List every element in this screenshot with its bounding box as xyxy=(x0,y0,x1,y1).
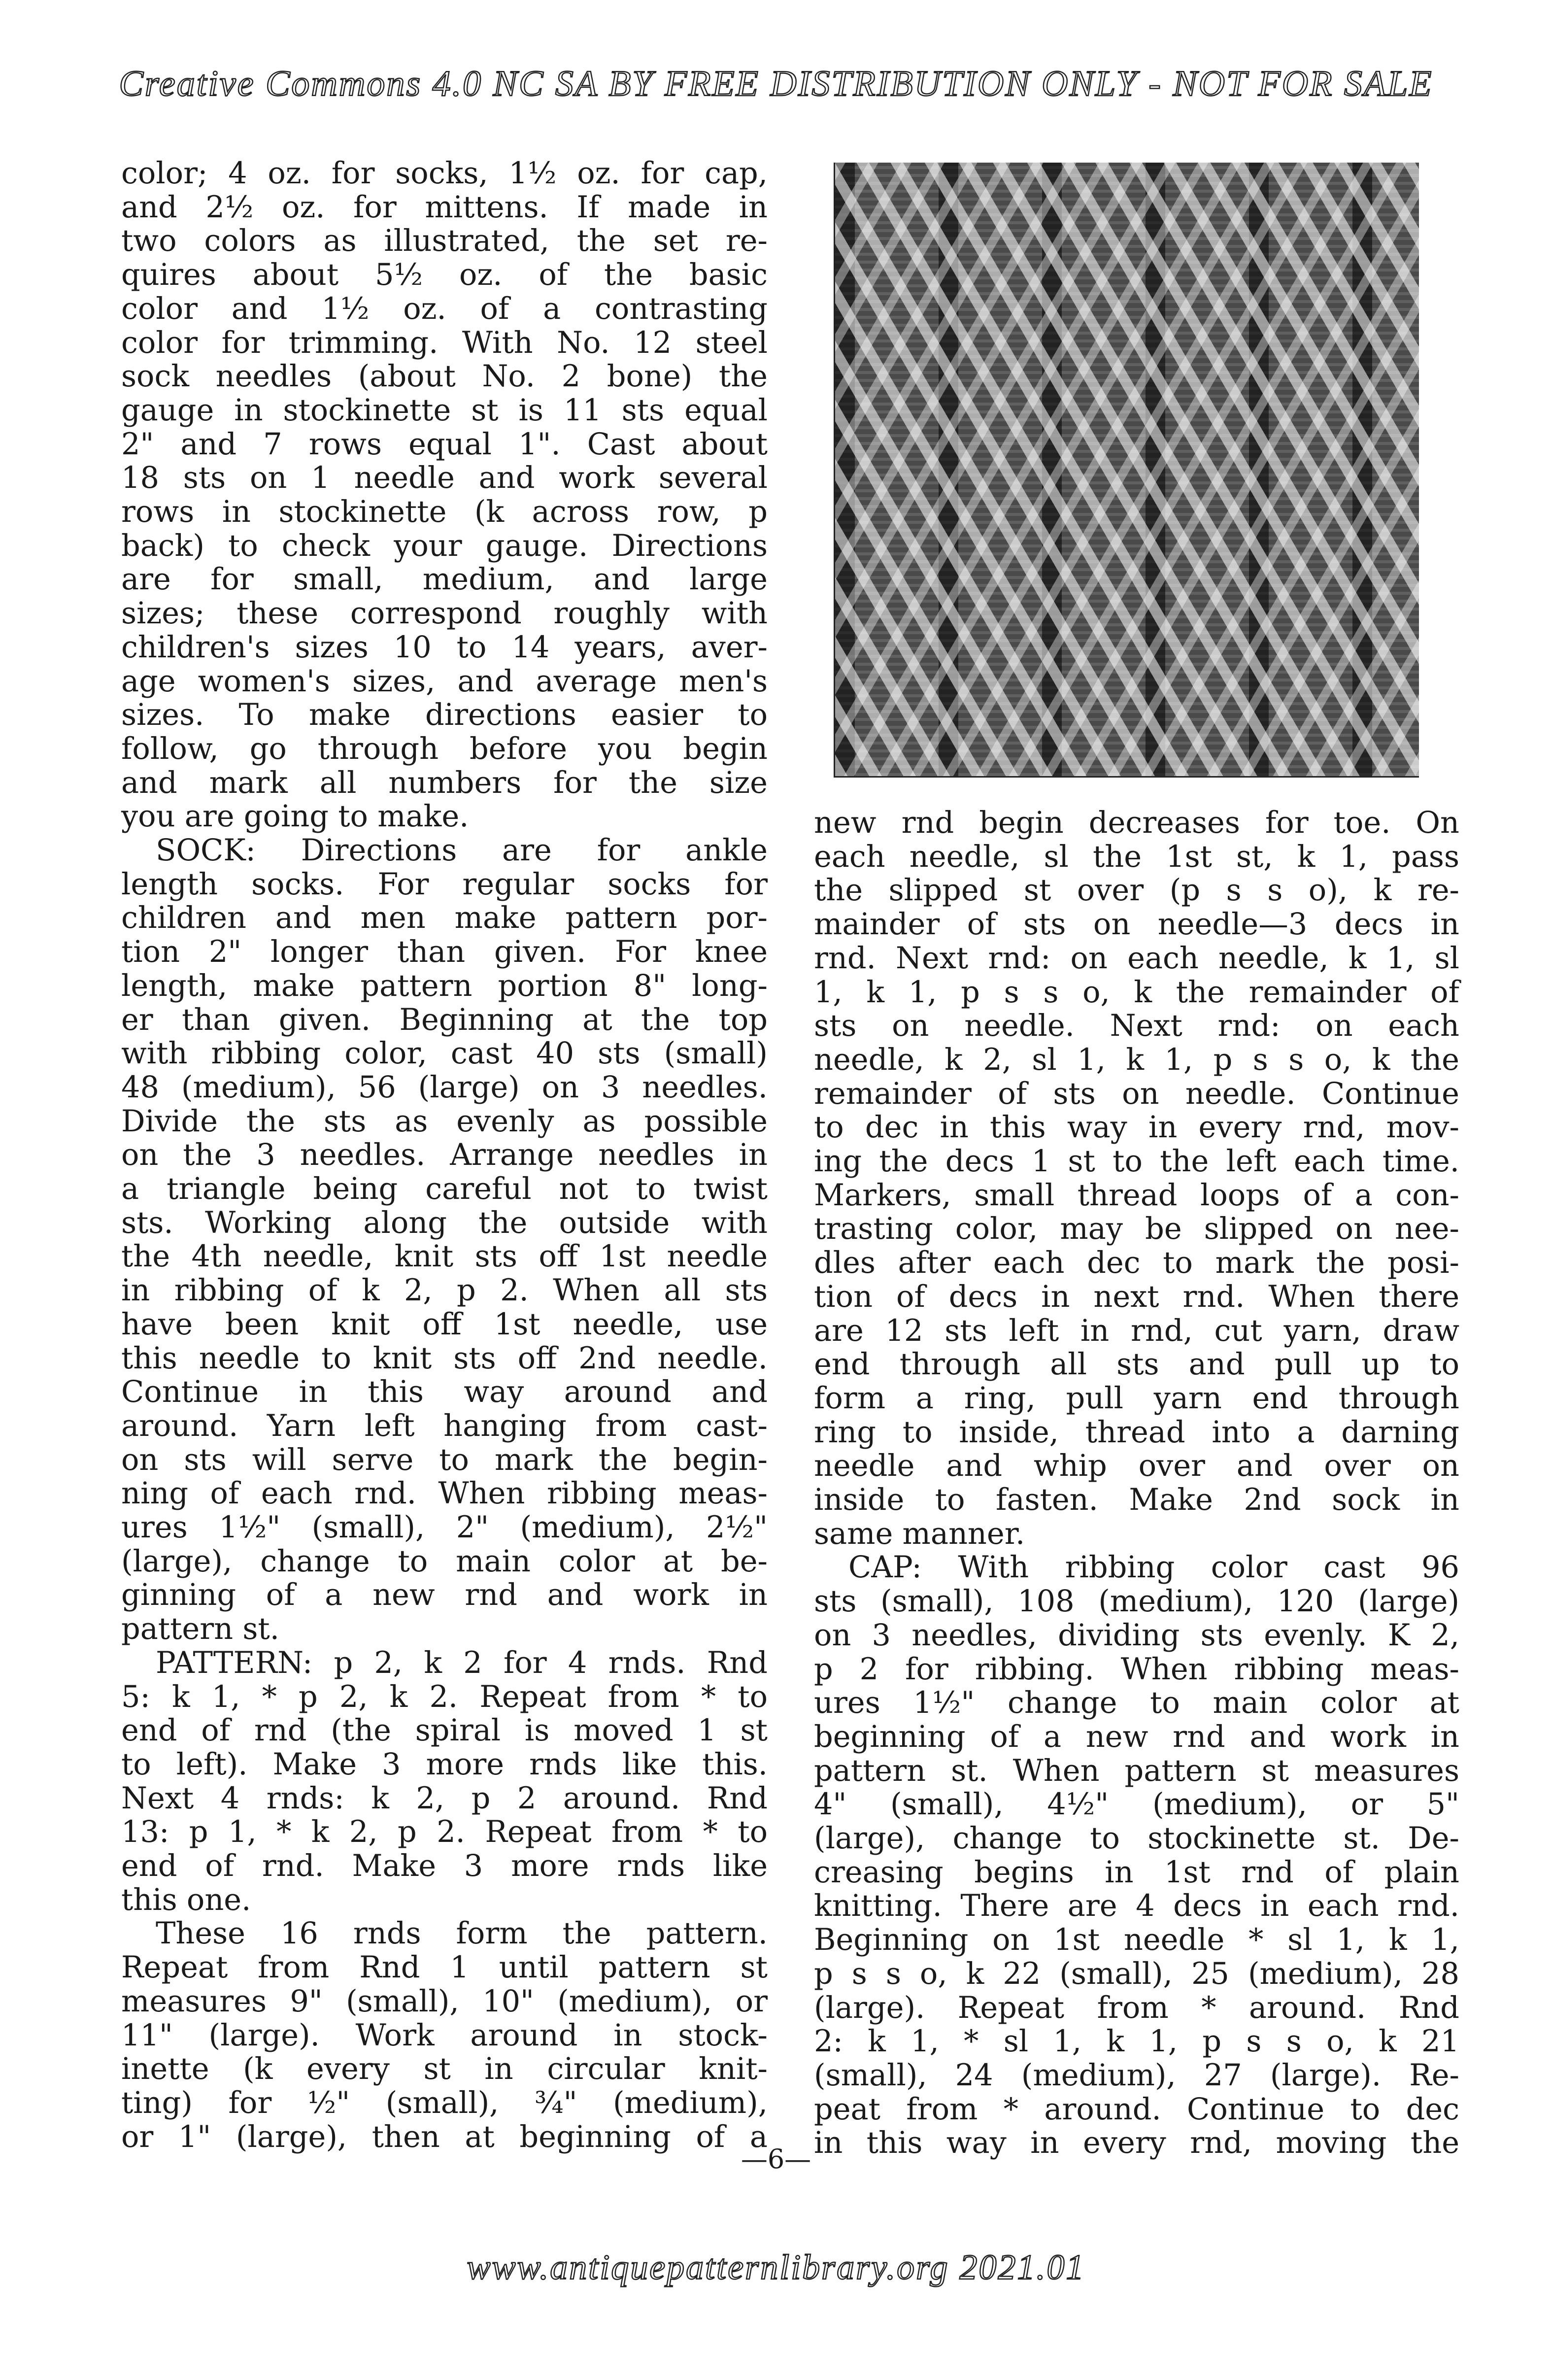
text-line: These 16 rnds form the pattern. xyxy=(156,1916,768,1951)
text-line: to left). Make 3 more rnds like this. xyxy=(121,1747,768,1782)
text-line: the slipped st over (p s s o), k re- xyxy=(814,873,1459,908)
text-line: in this way in every rnd, moving the xyxy=(814,2126,1459,2161)
text-line: needle and whip over and over on xyxy=(814,1449,1459,1484)
text-line: peat from * around. Continue to dec xyxy=(814,2092,1459,2127)
text-line: end of rnd (the spiral is moved 1 st xyxy=(121,1713,768,1748)
text-line: on sts will serve to mark the begin- xyxy=(121,1442,768,1477)
text-line: color; 4 oz. for socks, 1½ oz. for cap, xyxy=(121,156,768,191)
text-line: (large), change to main color at be- xyxy=(121,1544,768,1579)
text-line: tion of decs in next rnd. When there xyxy=(814,1279,1459,1314)
text-line: sock needles (about No. 2 bone) the xyxy=(121,359,768,394)
text-line: p s s o, k 22 (small), 25 (medium), 28 xyxy=(814,1956,1459,1991)
text-line: length socks. For regular socks for xyxy=(121,867,768,902)
text-line: end of rnd. Make 3 more rnds like xyxy=(121,1849,768,1883)
text-line: p 2 for ribbing. When ribbing meas- xyxy=(814,1652,1459,1687)
text-line: ures 1½" (small), 2" (medium), 2½" xyxy=(121,1510,768,1545)
text-line: quires about 5½ oz. of the basic xyxy=(121,258,768,293)
text-line: and 2½ oz. for mittens. If made in xyxy=(121,190,768,225)
text-line: same manner. xyxy=(814,1516,1025,1551)
text-line: form a ring, pull yarn end through xyxy=(814,1381,1459,1416)
text-line: to dec in this way in every rnd, mov- xyxy=(814,1110,1459,1145)
text-line: on the 3 needles. Arrange needles in xyxy=(121,1138,768,1173)
text-line: sizes. To make directions easier to xyxy=(121,698,768,733)
text-line: 2: k 1, * sl 1, k 1, p s s o, k 21 xyxy=(814,2024,1459,2059)
text-line: gauge in stockinette st is 11 sts equal xyxy=(121,393,768,428)
text-line: sts (small), 108 (medium), 120 (large) xyxy=(814,1584,1459,1619)
text-line: remainder of sts on needle. Continue xyxy=(814,1076,1459,1111)
text-line: mainder of sts on needle—3 decs in xyxy=(814,907,1459,942)
text-line: 18 sts on 1 needle and work several xyxy=(121,461,768,496)
text-line: er than given. Beginning at the top xyxy=(121,1002,768,1037)
text-line: Repeat from Rnd 1 until pattern st xyxy=(121,1950,768,1985)
text-line: Divide the sts as evenly as possible xyxy=(121,1104,768,1139)
text-line: creasing begins in 1st rnd of plain xyxy=(814,1855,1459,1890)
text-line: 5: k 1, * p 2, k 2. Repeat from * to xyxy=(121,1679,768,1714)
text-line: have been knit off 1st needle, use xyxy=(121,1307,768,1342)
text-line: (large), change to stockinette st. De- xyxy=(814,1821,1459,1856)
text-line: 1, k 1, p s s o, k the remainder of xyxy=(814,975,1459,1010)
text-line: length, make pattern portion 8" long- xyxy=(121,968,768,1003)
text-line: and mark all numbers for the size xyxy=(121,765,768,800)
text-line: end through all sts and pull up to xyxy=(814,1347,1459,1382)
text-line: follow, go through before you begin xyxy=(121,731,768,766)
text-line: SOCK: Directions are for ankle xyxy=(156,833,768,868)
text-line: pattern st. xyxy=(121,1612,279,1647)
text-line: two colors as illustrated, the set re- xyxy=(121,224,768,259)
text-line: trasting color, may be slipped on nee- xyxy=(814,1212,1459,1247)
text-line: on 3 needles, dividing sts evenly. K 2, xyxy=(814,1618,1459,1653)
text-line: back) to check your gauge. Directions xyxy=(121,528,768,563)
text-line: this one. xyxy=(121,1882,251,1917)
text-line: sts. Working along the outside with xyxy=(121,1205,768,1240)
left-text-column xyxy=(121,0,768,2380)
text-line: 48 (medium), 56 (large) on 3 needles. xyxy=(121,1070,768,1105)
right-text-column xyxy=(814,0,1459,2380)
text-line: knitting. There are 4 decs in each rnd. xyxy=(814,1889,1459,1924)
text-line: tion 2" longer than given. For knee xyxy=(121,935,768,970)
text-line: (small), 24 (medium), 27 (large). Re- xyxy=(814,2058,1459,2093)
text-line: are for small, medium, and large xyxy=(121,562,768,597)
text-line: Next 4 rnds: k 2, p 2 around. Rnd xyxy=(121,1781,768,1816)
text-line: the 4th needle, knit sts off 1st needle xyxy=(121,1239,768,1274)
text-line: 4" (small), 4½" (medium), or 5" xyxy=(814,1787,1459,1822)
text-line: Continue in this way around and xyxy=(121,1375,768,1410)
text-line: ginning of a new rnd and work in xyxy=(121,1578,768,1613)
text-line: children's sizes 10 to 14 years, aver- xyxy=(121,630,768,665)
license-header: Creative Commons 4.0 NC SA BY FREE DISTRIBUTION ONLY - NOT FOR SALE xyxy=(119,64,1433,104)
text-line: needle, k 2, sl 1, k 1, p s s o, k the xyxy=(814,1042,1459,1077)
text-line: PATTERN: p 2, k 2 for 4 rnds. Rnd xyxy=(156,1645,768,1680)
text-line: or 1" (large), then at beginning of a xyxy=(121,2119,768,2154)
page-number: —6— xyxy=(741,2143,811,2175)
text-line: beginning of a new rnd and work in xyxy=(814,1719,1459,1754)
text-line: ing the decs 1 st to the left each time. xyxy=(814,1144,1459,1179)
text-line: Beginning on 1st needle * sl 1, k 1, xyxy=(814,1923,1459,1958)
text-line: in ribbing of k 2, p 2. When all sts xyxy=(121,1273,768,1308)
text-line: Markers, small thread loops of a con- xyxy=(814,1178,1459,1213)
text-line: measures 9" (small), 10" (medium), or xyxy=(121,1984,768,2019)
text-line: children and men make pattern por- xyxy=(121,901,768,936)
text-line: each needle, sl the 1st st, k 1, pass xyxy=(814,839,1459,874)
text-line: rnd. Next rnd: on each needle, k 1, sl xyxy=(814,941,1459,976)
text-line: pattern st. When pattern st measures xyxy=(814,1753,1459,1788)
text-line: ting) for ½" (small), ¾" (medium), xyxy=(121,2085,768,2120)
text-line: sts on needle. Next rnd: on each xyxy=(814,1009,1459,1044)
text-line: are 12 sts left in rnd, cut yarn, draw xyxy=(814,1313,1459,1348)
text-line: rows in stockinette (k across row, p xyxy=(121,495,768,529)
text-line: 13: p 1, * k 2, p 2. Repeat from * to xyxy=(121,1815,768,1850)
text-line: CAP: With ribbing color cast 96 xyxy=(848,1550,1459,1585)
text-line: a triangle being careful not to twist xyxy=(121,1172,768,1206)
text-line: color for trimming. With No. 12 steel xyxy=(121,325,768,360)
text-line: ning of each rnd. When ribbing meas- xyxy=(121,1476,768,1511)
text-line: inside to fasten. Make 2nd sock in xyxy=(814,1483,1459,1517)
text-line: around. Yarn left hanging from cast- xyxy=(121,1408,768,1443)
text-line: color and 1½ oz. of a contrasting xyxy=(121,291,768,326)
text-line: age women's sizes, and average men's xyxy=(121,664,768,699)
text-line: with ribbing color, cast 40 sts (small) xyxy=(121,1036,768,1071)
text-line: this needle to knit sts off 2nd needle. xyxy=(121,1341,768,1376)
text-line: 2" and 7 rows equal 1". Cast about xyxy=(121,427,768,462)
text-line: 11" (large). Work around in stock- xyxy=(121,2018,768,2053)
text-line: sizes; these correspond roughly with xyxy=(121,596,768,631)
text-line: (large). Repeat from * around. Rnd xyxy=(814,1990,1459,2025)
text-line: ring to inside, thread into a darning xyxy=(814,1415,1459,1450)
text-line: you are going to make. xyxy=(121,799,469,834)
text-line: new rnd begin decreases for toe. On xyxy=(814,806,1459,840)
text-line: inette (k every st in circular knit- xyxy=(121,2052,768,2087)
text-line: dles after each dec to mark the posi- xyxy=(814,1246,1459,1281)
text-line: ures 1½" change to main color at xyxy=(814,1686,1459,1721)
website-footer: www.antiquepatternlibrary.org 2021.01 xyxy=(467,2247,1085,2287)
